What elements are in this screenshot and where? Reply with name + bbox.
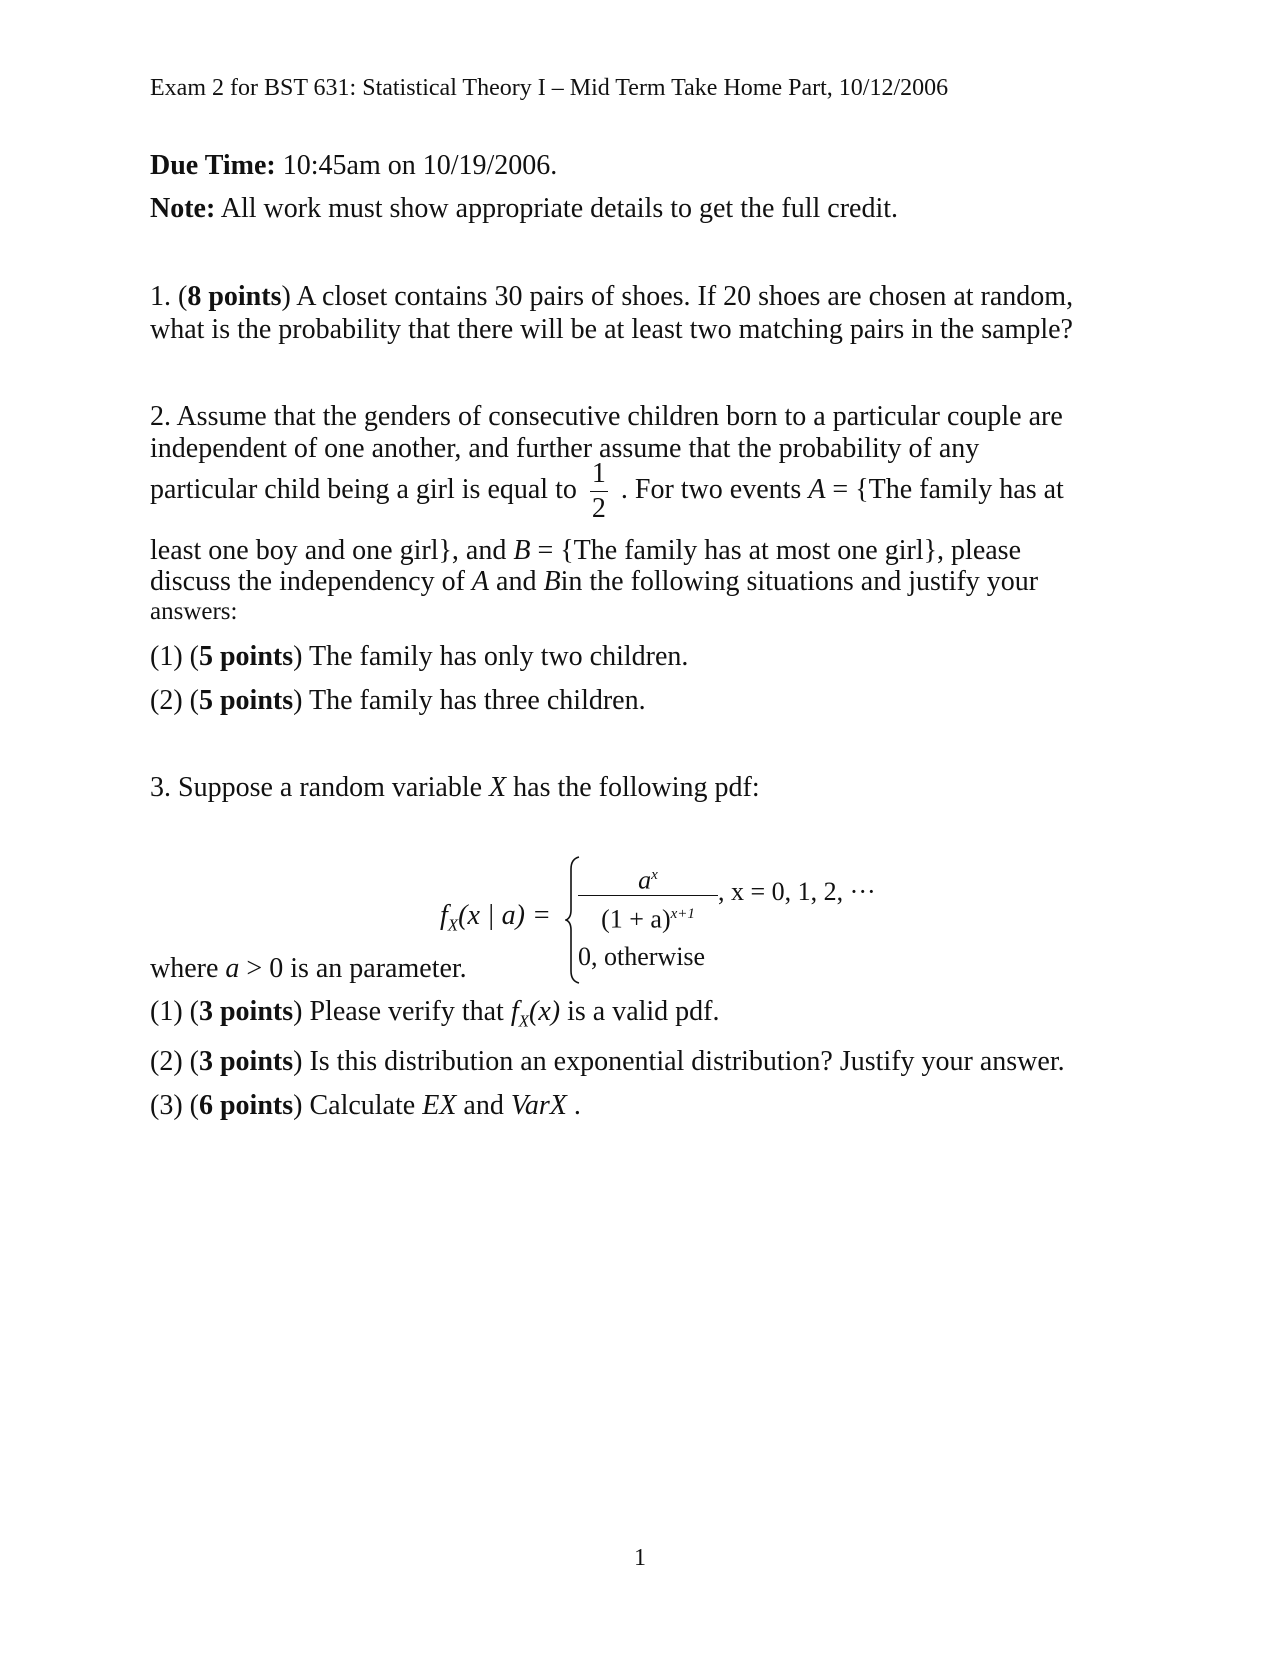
var-x: X — [489, 772, 507, 803]
q3-and: and — [456, 1090, 504, 1121]
q3-sub2-points: 3 points — [198, 1046, 294, 1077]
den-base: (1 + a) — [601, 904, 671, 934]
q3-end: . — [566, 1090, 581, 1121]
q3-sub3-prefix: (3) ( — [150, 1090, 199, 1121]
note — [150, 193, 898, 225]
pdf-args: (x | a) = — [458, 900, 551, 931]
num-exp: x — [651, 867, 658, 883]
due-label: Due Time: — [150, 150, 276, 181]
event-a-def: = {The family has at — [825, 473, 1064, 505]
pdf-case-2: 0, otherwise — [578, 942, 706, 971]
question-3-intro — [150, 772, 760, 804]
question-2-line-1: 2. Assume that the genders of consecutive children born to a particular couple are — [150, 401, 1063, 432]
question-2-sub-2 — [150, 685, 646, 717]
pdf-denominator — [578, 896, 718, 932]
note-text: All work must show appropriate details to get the full credit. — [215, 193, 899, 224]
question-3-where — [150, 953, 467, 985]
one-half-fraction — [590, 460, 608, 523]
den-exp: x+1 — [670, 906, 695, 922]
q2-line5-a: discuss the independency of — [150, 566, 465, 597]
q2-line3-a: particular child being a girl is equal to — [150, 473, 577, 505]
q3-sub2-prefix: (2) ( — [150, 1046, 199, 1077]
due-text: 10:45am on 10/19/2006. — [275, 150, 558, 181]
num-base: a — [638, 865, 652, 895]
varx-symbol: VarX — [510, 1090, 567, 1121]
var-a-param: a — [225, 953, 240, 984]
q2-and: and — [489, 566, 537, 597]
question-2-line-5 — [150, 566, 1038, 598]
note-label: Note: — [150, 193, 216, 224]
q3-sub1-text-a: ) Please verify that — [293, 996, 504, 1027]
where-b: > 0 is an parameter. — [246, 953, 467, 984]
where-a: where — [150, 953, 219, 984]
question-3-sub-1 — [150, 996, 720, 1032]
q2-line5-b: in the following situations and justify your — [560, 566, 1039, 597]
q3-intro-b: has the following pdf: — [513, 772, 760, 803]
question-1-line-2: what is the probability that there will be at least two matching pairs in the sample? — [150, 314, 1073, 345]
question-2-line-2: independent of one another, and further assume that the probability of any — [150, 433, 980, 464]
event-b-symbol: B — [513, 535, 531, 566]
fraction-numerator: 1 — [590, 460, 608, 492]
pdf-f-sub: X — [447, 915, 459, 935]
page-number: 1 — [634, 1545, 646, 1571]
question-1-line-1 — [150, 281, 1073, 313]
q2-sub2-prefix: (2) ( — [150, 685, 199, 716]
pdf-case-1-domain: , x = 0, 1, 2, ··· — [718, 877, 876, 906]
q2-sub2-points: 5 points — [198, 685, 294, 716]
q2-sub1-points: 5 points — [198, 641, 294, 672]
pdf-lhs — [440, 900, 551, 936]
q3-sub2-text: ) Is this distribution an exponential distribution? Justify your answer. — [293, 1046, 1065, 1077]
var-b: B — [543, 566, 561, 597]
event-a-symbol: A — [808, 473, 826, 505]
question-2-line-4 — [150, 535, 1021, 567]
pdf-formula — [440, 855, 876, 985]
event-b-def: = {The family has at most one girl}, please — [530, 535, 1021, 566]
q2-sub2-text: ) The family has three children. — [293, 685, 646, 716]
question-2-line-6: answers: — [150, 598, 238, 625]
pdf-f: f — [440, 900, 448, 931]
pdf-numerator — [578, 855, 718, 896]
q3-f-arg: (x) — [529, 996, 561, 1027]
q1-prefix: 1. ( — [150, 281, 188, 312]
q3-f-sub: X — [518, 1011, 530, 1031]
q3-sub1-points: 3 points — [198, 996, 294, 1027]
question-2-line-3 — [150, 460, 1064, 523]
due-time — [150, 150, 557, 182]
q3-intro-a: 3. Suppose a random variable — [150, 772, 483, 803]
q3-sub3-points: 6 points — [198, 1090, 294, 1121]
q3-sub1-text-b: is a valid pdf. — [560, 996, 720, 1027]
q1-text: ) A closet contains 30 pairs of shoes. If 20 shoes are chosen at random, — [281, 281, 1074, 312]
fraction-denominator: 2 — [591, 493, 606, 524]
q2-line3-b: . For two events — [620, 473, 802, 505]
q2-sub1-text: ) The family has only two children. — [293, 641, 689, 672]
q3-sub1-prefix: (1) ( — [150, 996, 199, 1027]
question-2-sub-1 — [150, 641, 688, 673]
question-3-sub-2 — [150, 1046, 1065, 1078]
q2-line4-a: least one boy and one girl}, and — [150, 535, 507, 566]
var-a: A — [471, 566, 490, 597]
q3-sub3-text-a: ) Calculate — [293, 1090, 416, 1121]
ex-symbol: EX — [422, 1090, 457, 1121]
pdf-fraction — [578, 855, 718, 932]
q2-sub1-prefix: (1) ( — [150, 641, 199, 672]
q3-f: f — [510, 996, 519, 1027]
q1-points: 8 points — [187, 281, 282, 312]
question-3-sub-3 — [150, 1090, 581, 1122]
exam-header: Exam 2 for BST 631: Statistical Theory I – Mid Term Take Home Part, 10/12/2006 — [150, 75, 949, 101]
